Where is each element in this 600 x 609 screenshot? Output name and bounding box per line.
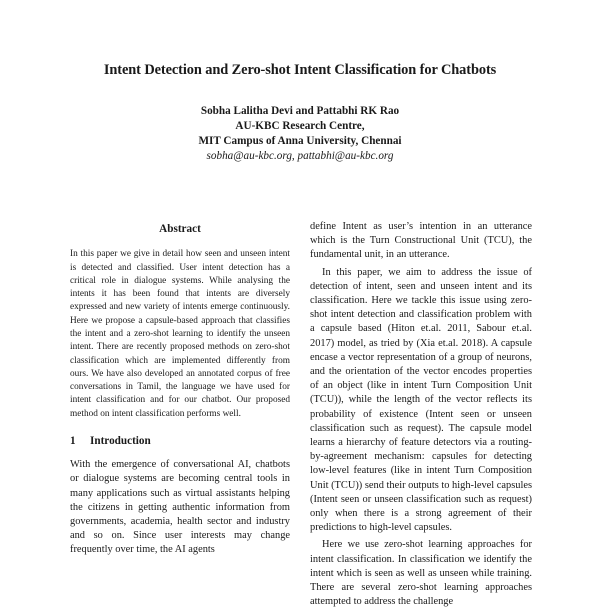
right-paragraph-1: define Intent as user’s intention in an utterance which is the Turn Constructional Unit (TCU), the fundamental unit, in an utterance.: [310, 221, 532, 261]
introduction-paragraph-1: With the emergence of conversational AI, chatbots or dialogue systems are becoming central tools in many applications such as virtual assistants helping the citizens in getting authentic information from governments, academia, health sector and industry and so on. Since user interests may change frequently over time, the AI agents: [70, 459, 290, 556]
abstract-text: In this paper we give in detail how seen and unseen intent is detected and classified. User intent detection has a critical role in dialogue systems. While analysing the intents it has been found that intents are diversely expressed and new variety of intents emerge continuously. Here we propose a capsule-based approach that classifies the intent and a zero-shot learning to identify the unseen intent. There are recently proposed methods on zero-shot classification which are implemented differently from ours. We have also developed an annotated corpus of free conversations in Tamil, the language we have used for intent classification and for our chatbot. Our proposed method on intent classification performs well.: [70, 249, 290, 419]
author-block: [0, 104, 600, 164]
right-column: [310, 220, 532, 609]
abstract-heading: Abstract: [159, 223, 201, 235]
paper-title: Intent Detection and Zero-shot Intent Classification for Chatbots: [103, 62, 497, 78]
left-column: [70, 222, 290, 558]
section-heading-introduction: [70, 434, 290, 448]
author-emails: sobha@au-kbc.org, pattabhi@au-kbc.org: [206, 150, 394, 162]
section-number: 1: [70, 435, 76, 448]
right-paragraph-2: In this paper, we aim to address the issue of detection of intent, seen and unseen intent and its classification. Here we tackle this issue using zero-shot intent detection and classification problem with a capsule based (Hiton et.al. 2011, Sabour et.al. 2017) model, as tried by (Xia et.al. 2018). A capsule encase a vector representation of a group of neurons, and the orientation of the vector encodes properties of an object (like in intent Turn Composition Unit (TCU)), while the length of the vector reflects its probability of existence (Intent seen or unseen classification such as request). The capsule model learns a hierarchy of feature detectors via a routing-by-agreement mechanism: capsules for detecting low-level features (like in intent Turn Composition Unit (TCU)) send their outputs to high-level capsules (Intent seen or unseen classification such as request) only when there is a strong agreement of their predictions to high-level capsules.: [310, 266, 532, 534]
right-paragraph-3: Here we use zero-shot learning approaches for intent classification. In classification we identify the intent which is seen as well as unseen while training. There are several zero-shot learning approaches attempted to address the challenge: [310, 539, 532, 608]
affiliation-line-1: AU-KBC Research Centre,: [235, 120, 365, 132]
section-title: Introduction: [90, 435, 151, 448]
author-names: Sobha Lalitha Devi and Pattabhi RK Rao: [200, 105, 400, 117]
affiliation-line-2: MIT Campus of Anna University, Chennai: [198, 135, 402, 147]
